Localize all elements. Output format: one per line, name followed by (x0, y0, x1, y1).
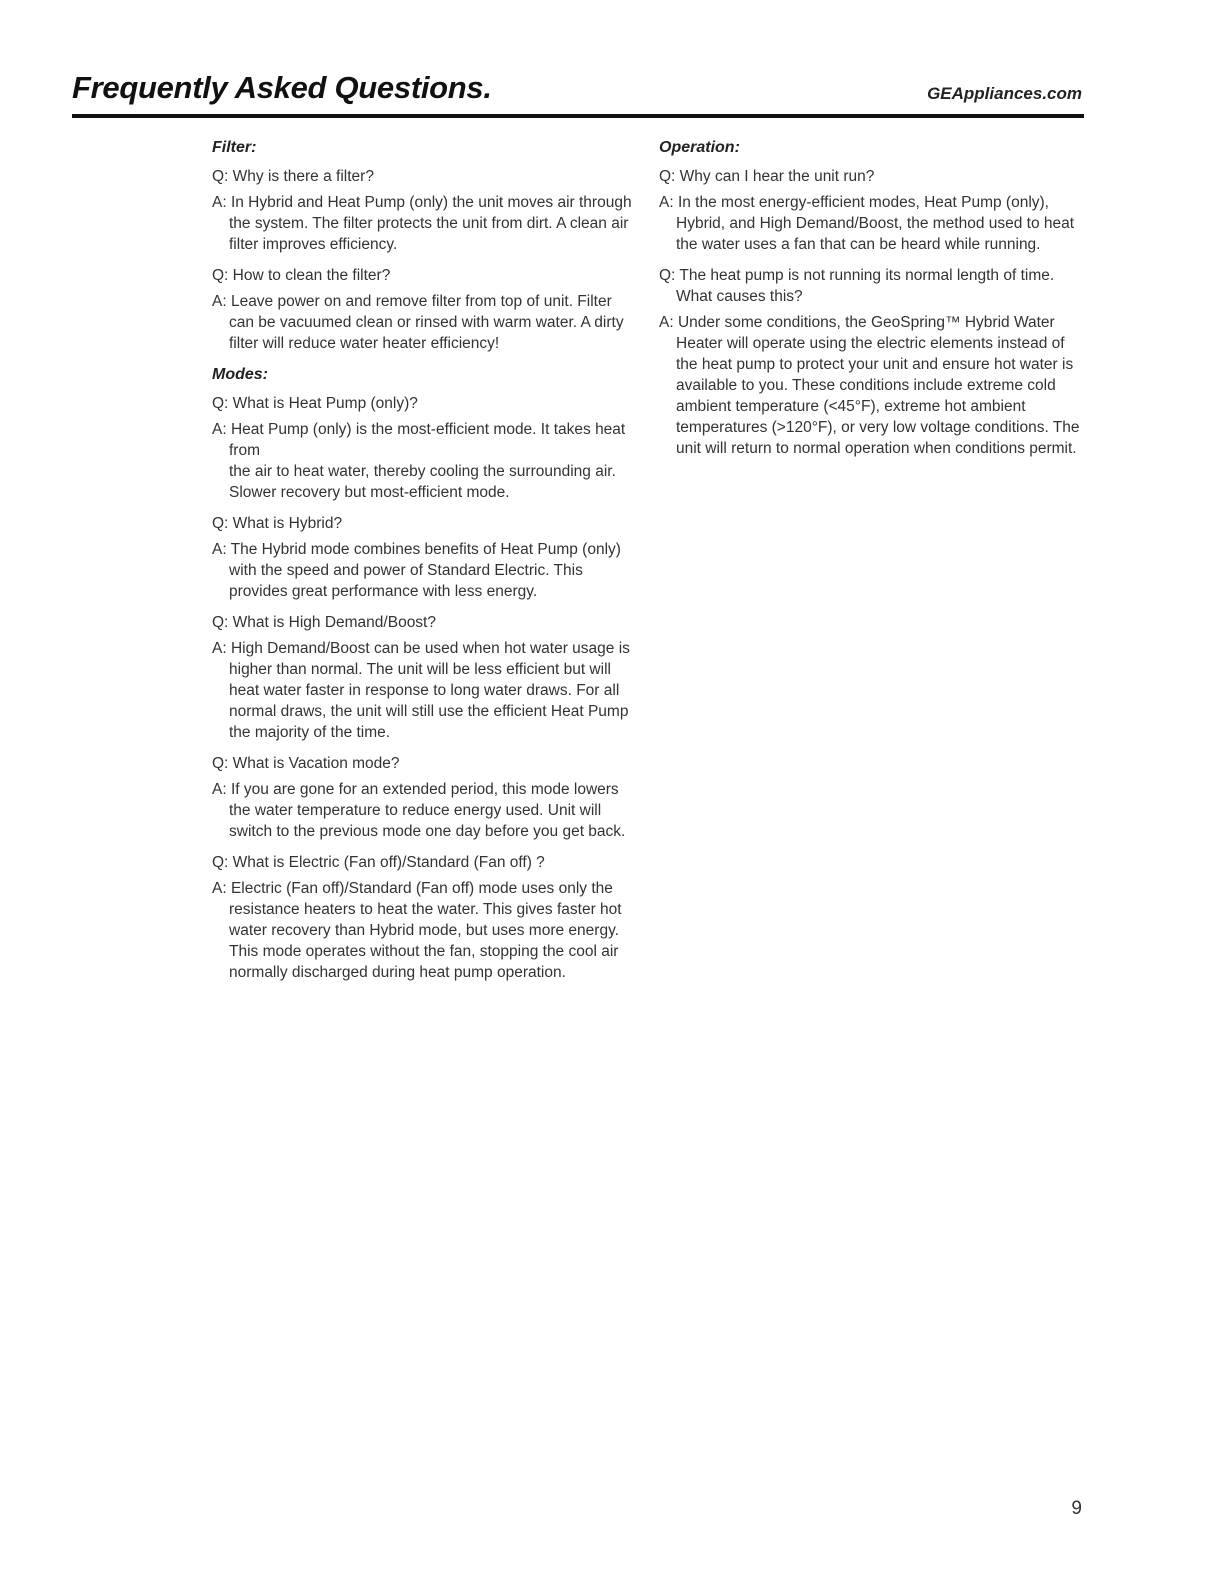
answer: A: Under some conditions, the GeoSpring™ Hybrid Water Heater will operate using the electric elements instead of the heat pump to protect your unit and ensure hot water is available to you. These conditions include extreme cold ambient temperature (<45°F), extreme hot ambient temperatures (>120°F), or very low voltage conditions. The unit will return to normal operation when conditions permit. (659, 314, 1080, 457)
question: Q: What is Hybrid? (212, 515, 343, 532)
answer: A: High Demand/Boost can be used when hot water usage is higher than normal. The unit will be less efficient but will heat water faster in response to long water draws. For all normal draws, the unit will still use the efficient Heat Pump the majority of the time. (212, 640, 630, 741)
answer: A: Leave power on and remove filter from top of unit. Filter can be vacuumed clean or rinsed with warm water. A dirty filter will reduce water heater efficiency! (212, 293, 624, 352)
section-heading-filter: Filter: (212, 139, 257, 156)
operation-section (659, 137, 1089, 459)
left-column (212, 137, 637, 993)
answer-continued: the air to heat water, thereby cooling the surrounding air. Slower recovery but most-efficient mode. (229, 463, 616, 501)
answer: A: Heat Pump (only) is the most-efficient mode. It takes heat from (212, 421, 626, 459)
answer: A: In the most energy-efficient modes, Heat Pump (only), Hybrid, and High Demand/Boost, the method used to heat the water uses a fan that can be heard while running. (659, 194, 1075, 253)
section-heading-operation: Operation: (659, 139, 740, 156)
website-link: GEAppliances.com (927, 84, 1082, 103)
answer: A: In Hybrid and Heat Pump (only) the unit moves air through the system. The filter protects the unit from dirt. A clean air filter improves efficiency. (212, 194, 632, 253)
question: Q: What is Vacation mode? (212, 755, 400, 772)
question: Q: What is Electric (Fan off)/Standard (Fan off) ? (212, 854, 545, 871)
question: Q: What is High Demand/Boost? (212, 614, 436, 631)
question: Q: What is Heat Pump (only)? (212, 395, 418, 412)
answer: A: If you are gone for an extended period, this mode lowers the water temperature to reduce energy used. Unit will switch to the previous mode one day before you get back. (212, 781, 626, 840)
modes-section (212, 364, 637, 983)
answer: A: Electric (Fan off)/Standard (Fan off) mode uses only the resistance heaters to heat the water. This gives faster hot water recovery than Hybrid mode, but uses more energy. This mode operates without the fan, stopping the cool air normally discharged during heat pump operation. (212, 880, 622, 981)
header-rule (72, 114, 1084, 118)
filter-section (212, 137, 637, 354)
question: Q: Why can I hear the unit run? (659, 168, 875, 185)
question: Q: How to clean the filter? (212, 267, 391, 284)
answer: A: The Hybrid mode combines benefits of Heat Pump (only) with the speed and power of Standard Electric. This provides great performance with less energy. (212, 541, 621, 600)
question: Q: The heat pump is not running its normal length of time. What causes this? (659, 267, 1055, 305)
right-column (659, 137, 1089, 469)
page-title: Frequently Asked Questions. (72, 70, 492, 105)
section-heading-modes: Modes: (212, 366, 268, 383)
page-number: 9 (1071, 1498, 1082, 1519)
question: Q: Why is there a filter? (212, 168, 374, 185)
